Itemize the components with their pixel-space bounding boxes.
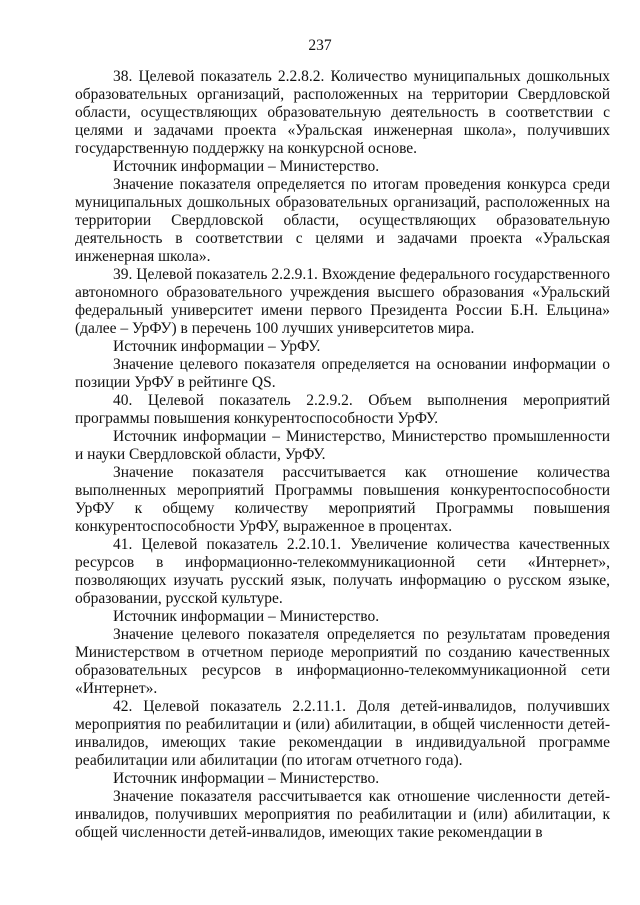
paragraph-39-value: Значение целевого показателя определяется на основании информации о позиции УрФУ в рейтинге QS.	[75, 356, 610, 391]
paragraph-41-value: Значение целевого показателя определяется по результатам проведения Министерством в отчетном периоде мероприятий по созданию качественных образовательных ресурсов в информационно-телекоммуникационной сети «Интернет».	[75, 626, 610, 697]
paragraph-38-value: Значение показателя определяется по итогам проведения конкурса среди муниципальных дошкольных образовательных организаций, расположенных на территории Свердловской области, осуществляющих образовательную деятельность в соответствии с целями и задачами проекта «Уральская инженерная школа».	[75, 176, 610, 265]
paragraph-41-indicator: 41. Целевой показатель 2.2.10.1. Увеличение количества качественных ресурсов в информационно-телекоммуникационной сети «Интернет», позволяющих изучать русский язык, получать информацию о русском языке, образовании, русской культуре.	[75, 536, 610, 607]
paragraph-42-source: Источник информации – Министерство.	[113, 770, 380, 787]
paragraph-38-indicator: 38. Целевой показатель 2.2.8.2. Количество муниципальных дошкольных образовательных организаций, расположенных на территории Свердловской области, осуществляющих образовательную деятельность в соответствии с целями и задачами проекта «Уральская инженерная школа», получивших государственную поддержку на конкурсной основе.	[75, 68, 610, 157]
paragraph-38-source: Источник информации – Министерство.	[113, 158, 380, 175]
page-number: 237	[308, 37, 332, 54]
paragraph-39-indicator: 39. Целевой показатель 2.2.9.1. Вхождение федерального государственного автономного образовательного учреждения высшего образования «Уральский федеральный университет имени первого Президента России Б.Н. Ельцина» (далее – УрФУ) в перечень 100 лучших университетов мира.	[75, 266, 610, 337]
paragraph-42-indicator: 42. Целевой показатель 2.2.11.1. Доля детей-инвалидов, получивших мероприятия по реабилитации и (или) абилитации, в общей численности детей-инвалидов, имеющих такие рекомендации в индивидуальной программе реабилитации или абилитации (по итогам отчетного года).	[75, 698, 610, 769]
paragraph-41-source: Источник информации – Министерство.	[113, 608, 380, 625]
paragraph-42-value: Значение показателя рассчитывается как отношение численности детей-инвалидов, получивших мероприятия по реабилитации и (или) абилитации, к общей численности детей-инвалидов, имеющих такие рекомендации в	[75, 788, 610, 841]
body-text	[75, 68, 610, 842]
paragraph-40-value: Значение показателя рассчитывается как отношение количества выполненных мероприятий Программы повышения конкурентоспособности УрФУ к общему количеству мероприятий Программы повышения конкурентоспособности УрФУ, выраженное в процентах.	[75, 464, 610, 535]
paragraph-39-source: Источник информации – УрФУ.	[113, 338, 321, 355]
paragraph-40-source: Источник информации – Министерство, Министерство промышленности и науки Свердловской области, УрФУ.	[75, 428, 610, 463]
paragraph-40-indicator: 40. Целевой показатель 2.2.9.2. Объем выполнения мероприятий программы повышения конкурентоспособности УрФУ.	[75, 392, 610, 427]
